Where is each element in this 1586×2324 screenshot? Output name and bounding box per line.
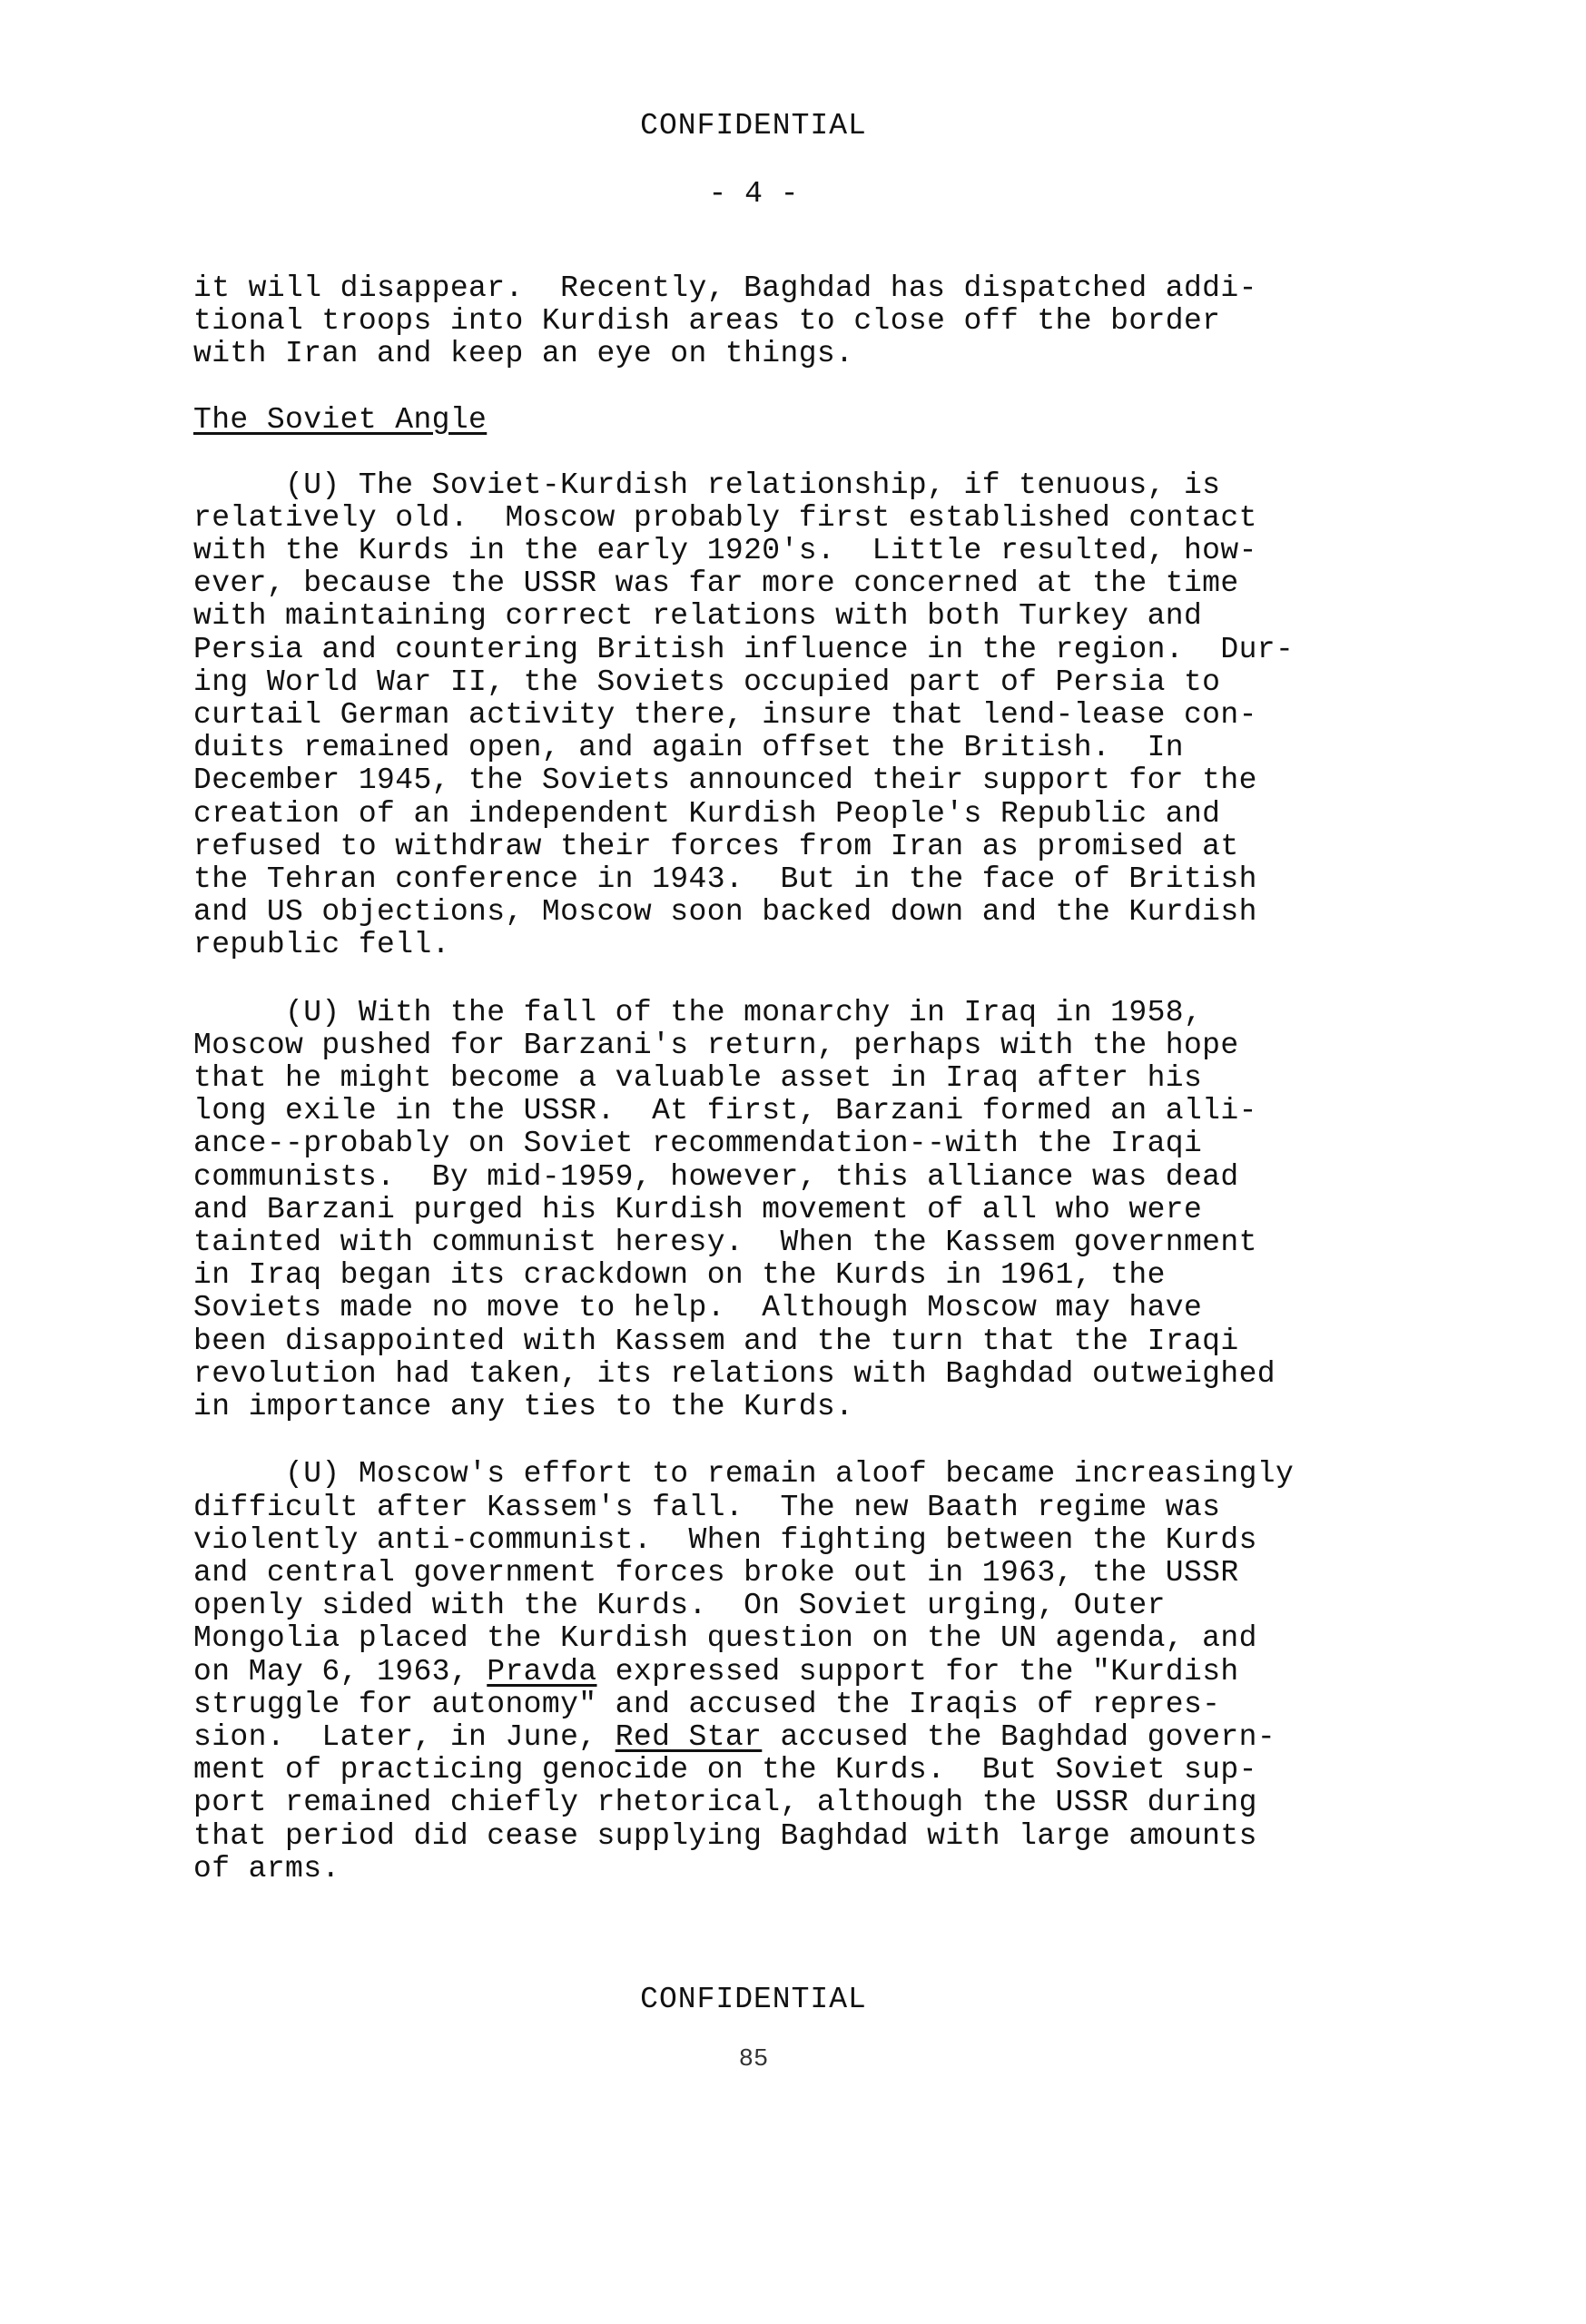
text-line: openly sided with the Kurds. On Soviet urging, Outer bbox=[193, 1589, 1166, 1623]
text-line: Soviets made no move to help. Although Moscow may have bbox=[193, 1291, 1203, 1325]
text-line: tional troops into Kurdish areas to close off the border bbox=[193, 304, 1221, 339]
text-segment: sion. Later, in June, bbox=[193, 1719, 616, 1754]
text-line: with Iran and keep an eye on things. bbox=[193, 337, 854, 371]
text-line: with the Kurds in the early 1920's. Little resulted, how- bbox=[193, 534, 1257, 568]
footer-classification-marking: CONFIDENTIAL bbox=[640, 1983, 867, 2016]
text-line: ment of practicing genocide on the Kurds. But Soviet sup- bbox=[193, 1753, 1257, 1787]
text-line: Moscow pushed for Barzani's return, perhaps with the hope bbox=[193, 1028, 1239, 1062]
text-line: republic fell. bbox=[193, 928, 450, 962]
text-line: the Tehran conference in 1943. But in the face of British bbox=[193, 862, 1257, 897]
text-line: December 1945, the Soviets announced their support for the bbox=[193, 763, 1257, 798]
text-line: ever, because the USSR was far more concerned at the time bbox=[193, 566, 1239, 601]
publication-title-red-star: Red Star bbox=[615, 1719, 763, 1754]
intro-paragraph bbox=[193, 272, 1401, 371]
text-line: that period did cease supplying Baghdad with large amounts bbox=[193, 1818, 1257, 1853]
text-line: (U) Moscow's effort to remain aloof became increasingly bbox=[193, 1457, 1295, 1492]
paragraph-spacer bbox=[193, 1423, 1401, 1458]
paragraph-iraq-monarchy-fall bbox=[193, 997, 1401, 1424]
text-line: Mongolia placed the Kurdish question on the UN agenda, and bbox=[193, 1621, 1257, 1656]
page-number: - 4 - bbox=[708, 177, 799, 211]
text-line: it will disappear. Recently, Baghdad has dispatched addi- bbox=[193, 271, 1257, 305]
text-line: revolution had taken, its relations with Baghdad outweighed bbox=[193, 1356, 1276, 1391]
text-line: communists. By mid-1959, however, this alliance was dead bbox=[193, 1159, 1239, 1194]
text-line: long exile in the USSR. At first, Barzani formed an alli- bbox=[193, 1094, 1257, 1128]
text-line: and US objections, Moscow soon backed down and the Kurdish bbox=[193, 895, 1257, 930]
text-line: (U) The Soviet-Kurdish relationship, if tenuous, is bbox=[193, 468, 1221, 502]
text-line: Persia and countering British influence in the region. Dur- bbox=[193, 632, 1295, 666]
paragraph-spacer bbox=[193, 962, 1401, 997]
text-line: tainted with communist heresy. When the Kassem government bbox=[193, 1226, 1257, 1260]
text-line: refused to withdraw their forces from Iran as promised at bbox=[193, 829, 1239, 863]
text-segment: expressed support for the "Kurdish bbox=[596, 1654, 1239, 1689]
text-line: relatively old. Moscow probably first established contact bbox=[193, 500, 1257, 535]
text-line: duits remained open, and again offset the British. In bbox=[193, 731, 1184, 765]
section-heading-soviet-angle: The Soviet Angle bbox=[193, 402, 488, 437]
text-line: curtail German activity there, insure that lend-lease con- bbox=[193, 698, 1257, 733]
text-line: in Iraq began its crackdown on the Kurds in 1961, the bbox=[193, 1258, 1166, 1293]
text-line: creation of an independent Kurdish People's Republic and bbox=[193, 796, 1221, 831]
text-line: ing World War II, the Soviets occupied part of Persia to bbox=[193, 665, 1221, 699]
text-line: in importance any ties to the Kurds. bbox=[193, 1390, 854, 1424]
text-line: violently anti-communist. When fighting between the Kurds bbox=[193, 1522, 1257, 1557]
text-line: and Barzani purged his Kurdish movement of all who were bbox=[193, 1192, 1203, 1226]
text-line: (U) With the fall of the monarchy in Iraq in 1958, bbox=[193, 995, 1203, 1029]
text-line bbox=[193, 1721, 1401, 1754]
publication-title-pravda: Pravda bbox=[487, 1654, 597, 1689]
text-line: struggle for autonomy" and accused the Iraqis of repres- bbox=[193, 1687, 1221, 1721]
text-segment: accused the Baghdad govern- bbox=[762, 1719, 1276, 1754]
text-line: that he might become a valuable asset in Iraq after his bbox=[193, 1061, 1203, 1096]
text-line: difficult after Kassem's fall. The new Baath regime was bbox=[193, 1490, 1221, 1524]
text-line: ance--probably on Soviet recommendation--with the Iraqi bbox=[193, 1127, 1203, 1161]
text-line: with maintaining correct relations with both Turkey and bbox=[193, 599, 1203, 634]
archive-stamp-number: 85 bbox=[738, 2046, 769, 2073]
text-line: of arms. bbox=[193, 1851, 340, 1886]
text-line bbox=[193, 1656, 1401, 1689]
text-line: and central government forces broke out in 1963, the USSR bbox=[193, 1555, 1239, 1590]
text-segment: on May 6, 1963, bbox=[193, 1654, 488, 1689]
paragraph-soviet-kurdish-relationship bbox=[193, 469, 1401, 962]
paragraph-moscow-aloof-effort bbox=[193, 1458, 1401, 1886]
header-classification-marking: CONFIDENTIAL bbox=[640, 109, 867, 143]
text-line: been disappointed with Kassem and the turn that the Iraqi bbox=[193, 1324, 1239, 1358]
document-body bbox=[193, 272, 1401, 1886]
text-line: port remained chiefly rhetorical, although the USSR during bbox=[193, 1786, 1257, 1820]
